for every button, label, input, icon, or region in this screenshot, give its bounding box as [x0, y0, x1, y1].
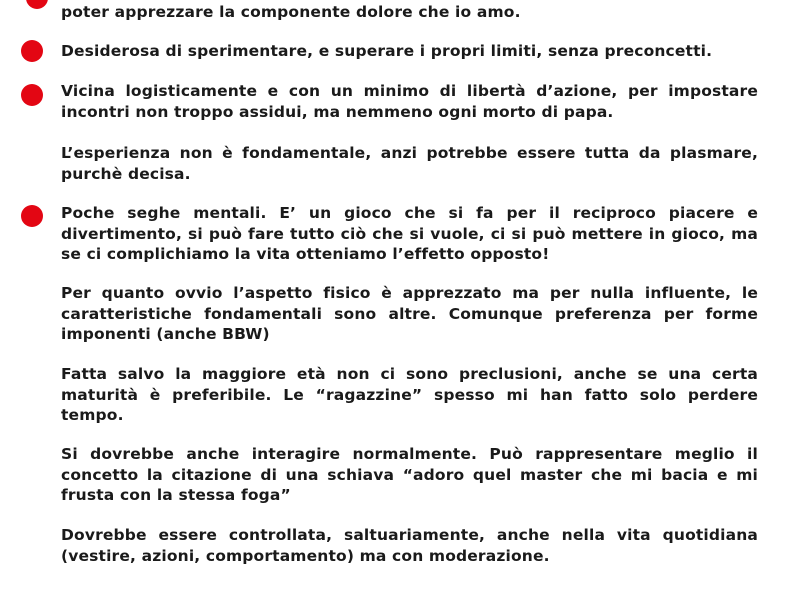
red-bullet-icon	[21, 40, 43, 62]
paragraph-8: Si dovrebbe anche interagire normalmente. Può rappresentare meglio il concetto la citazione di una schiava “adoro quel master che mi bacia e mi frusta con la stessa foga”	[61, 445, 758, 504]
paragraph-5: Poche seghe mentali. E’ un gioco che si fa per il reciproco piacere e divertimento, si può fare tutto ciò che si vuole, ci si può mettere in gioco, ma se ci complichiamo la vita otteniamo l’effetto opposto!	[61, 204, 758, 263]
paragraph-9: Dovrebbe essere controllata, saltuariamente, anche nella vita quotidiana (vestire, azioni, comportamento) ma con moderazione.	[61, 526, 758, 565]
paragraph-7: Fatta salvo la maggiore età non ci sono preclusioni, anche se una certa maturità è preferibile. Le “ragazzine” spesso mi han fatto solo perdere tempo.	[61, 365, 758, 424]
red-bullet-icon	[26, 0, 48, 9]
red-bullet-icon	[21, 84, 43, 106]
paragraph-4: L’esperienza non è fondamentale, anzi potrebbe essere tutta da plasmare, purchè decisa.	[61, 144, 758, 183]
paragraph-2: Desiderosa di sperimentare, e superare i propri limiti, senza preconcetti.	[61, 42, 713, 60]
paragraph-6: Per quanto ovvio l’aspetto fisico è apprezzato ma per nulla influente, le caratteristiche fondamentali sono altre. Comunque preferenza per forme imponenti (anche BBW)	[61, 284, 758, 343]
paragraph-1: poter apprezzare la componente dolore che io amo.	[61, 3, 521, 21]
red-bullet-icon	[21, 205, 43, 227]
paragraph-3: Vicina logisticamente e con un minimo di libertà d’azione, per impostare incontri non troppo assidui, ma nemmeno ogni morto di papa.	[61, 82, 758, 121]
